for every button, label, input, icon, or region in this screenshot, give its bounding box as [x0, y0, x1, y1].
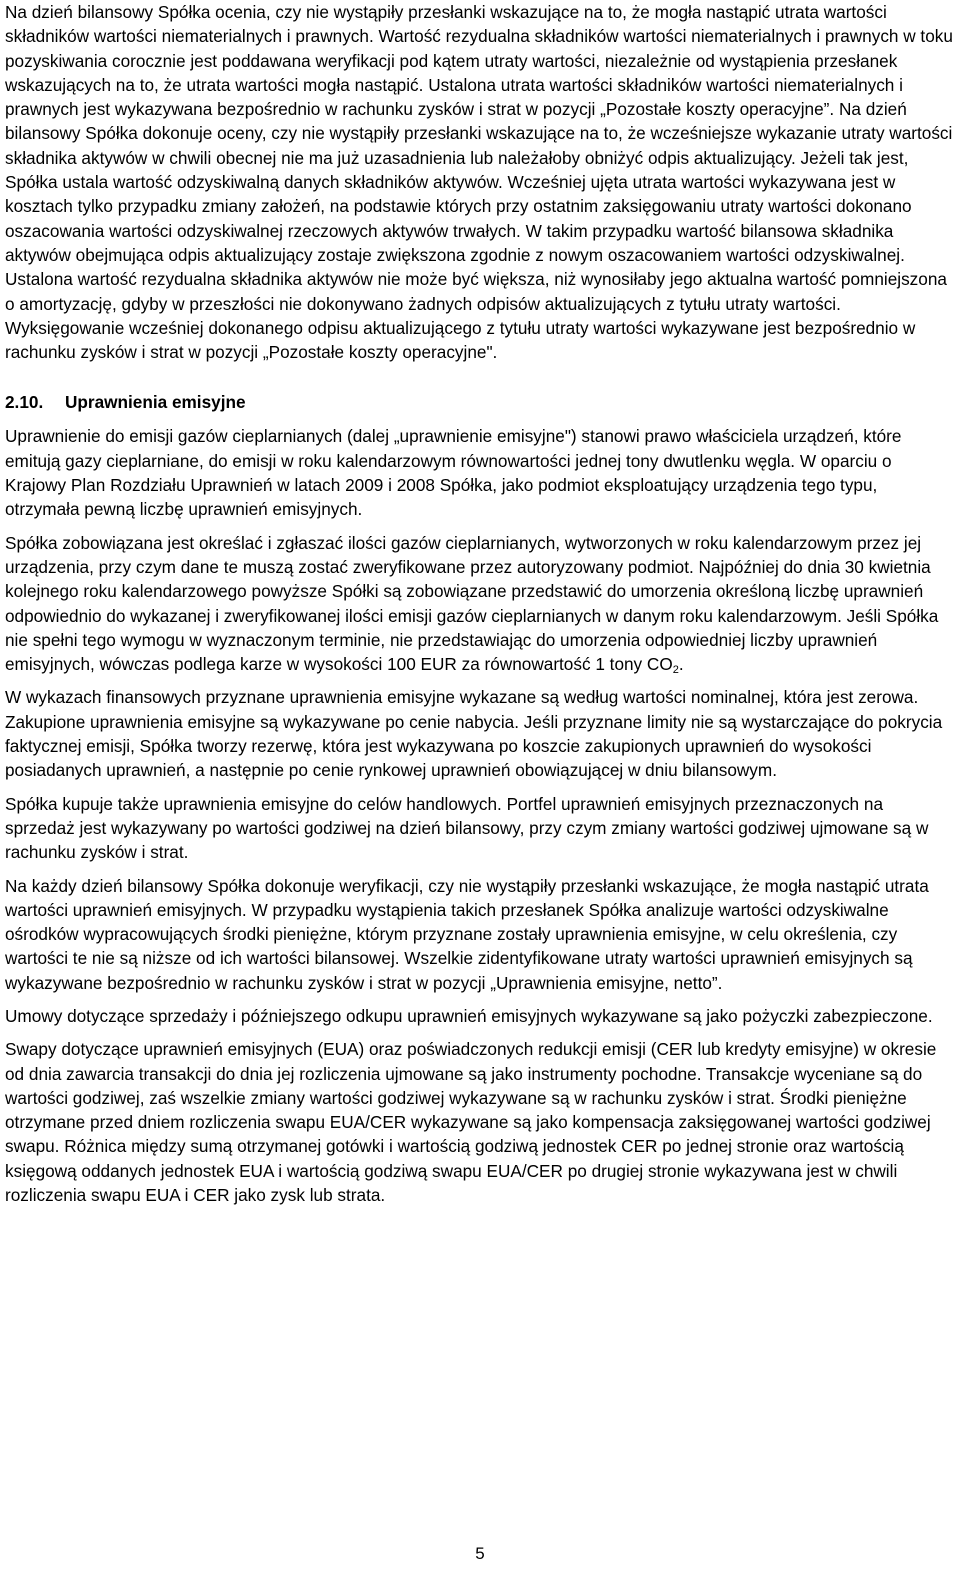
paragraph-emission-obligations-end: .: [678, 654, 684, 675]
page-number: 5: [475, 1544, 485, 1563]
paragraph-repo-agreements: Umowy dotyczące sprzedaży i późniejszego odkupu uprawnień emisyjnych wykazywane są jako pożyczki zabezpieczone.: [5, 1005, 933, 1026]
co2-subscript: 2: [672, 664, 679, 677]
document-body: [5, 0, 955, 1207]
paragraph-emission-obligations: [5, 531, 955, 677]
paragraph-emission-obligations-text: Spółka zobowiązana jest określać i zgłaszać ilości gazów cieplarnianych, wytworzonych w roku kalendarzowym przez jej urządzenia, przy czym dane te muszą zostać zweryfikowane przez autoryzowany podmiot. Najpóźniej do dnia 30 kwietnia kolejnego roku kalendarzowego powyższe Spółki są zobowiązane przedstawić do umorzenia określoną liczbę uprawnień odpowiednio do wykazanej i zweryfikowanej ilości emisji gazów cieplarnianych w danym roku kalendarzowym. Jeśli Spółka nie spełni tego wymogu w wyznaczonym terminie, nie przedstawiając do umorzenia odpowiedniej liczby uprawnień emisyjnych, wówczas podlega karze w wysokości 100 EUR za równowartość 1 tony CO: [5, 532, 939, 675]
paragraph-impairment-intangibles: Na dzień bilansowy Spółka ocenia, czy nie wystąpiły przesłanki wskazujące na to, że mogła nastąpić utrata wartości składników wartości niematerialnych i prawnych. Wartość rezydualna składników wartości niematerialnych i prawnych w toku pozyskiwania corocznie jest poddawana weryfikacji pod kątem utraty wartości, niezależnie od wystąpienia przesłanek wskazujących na to, że utrata wartości mogła nastąpić. Ustalona utrata wartości składników wartości niematerialnych i prawnych jest wykazywana bezpośrednio w rachunku zysków i strat w pozycji „Pozostałe koszty operacyjne”. Na dzień bilansowy Spółka dokonuje oceny, czy nie wystąpiły przesłanki wskazujące na to, że wcześniejsze wykazanie utraty wartości składnika aktywów w chwili obecnej nie ma już uzasadnienia lub należałoby obniżyć odpis aktualizujący. Jeżeli tak jest, Spółka ustala wartość odzyskiwalną danych składników aktywów. Wcześniej ujęta utrata wartości wykazywana jest w kosztach tylko przypadku zmiany założeń, na podstawie których przy ostatnim zaksięgowaniu utraty wartości dokonano oszacowania wartości odzyskiwalnej rzeczowych aktywów trwałych. W takim przypadku wartość bilansowa składnika aktywów obejmująca odpis aktualizujący zostaje zwiększona zgodnie z nowym oszacowaniem wartości odzyskiwalnej. Ustalona wartość rezydualna składnika aktywów nie może być większa, niż wynosiłaby jego aktualna wartość pomniejszona o amortyzację, gdyby w przeszłości nie dokonywano żadnych odpisów aktualizujących z tytułu utraty wartości. Wyksięgowanie wcześniej dokonanego odpisu aktualizującego z tytułu utraty wartości wykazywane jest bezpośrednio w rachunku zysków i strat w pozycji „Pozostałe koszty operacyjne".: [5, 2, 953, 363]
section-heading: [5, 390, 955, 414]
section-title: Uprawnienia emisyjne: [65, 392, 246, 413]
paragraph-emission-definition: Uprawnienie do emisji gazów cieplarnianych (dalej „uprawnienie emisyjne") stanowi prawo właściciela urządzeń, które emitują gazy cieplarniane, do emisji w roku kalendarzowym równowartości jednej tony dwutlenku węgla. W oparciu o Krajowy Plan Rozdziału Uprawnień w latach 2009 i 2008 Spółka, jako podmiot eksploatujący urządzenia tego typu, otrzymała pewną liczbę uprawnień emisyjnych.: [5, 426, 902, 520]
paragraph-impairment-emission: Na każdy dzień bilansowy Spółka dokonuje weryfikacji, czy nie wystąpiły przesłanki wskazujące, że mogła nastąpić utrata wartości uprawnień emisyjnych. W przypadku wystąpienia takich przesłanek Spółka analizuje wartości odzyskiwalne ośrodków wypracowujących środki pieniężne, którym przyznane zostały uprawnienia emisyjne, w celu określenia, czy wartości te nie są niższe od ich wartości bilansowej. Wszelkie zidentyfikowane utraty wartości uprawnień emisyjnych są wykazywane bezpośrednio w rachunku zysków i strat w pozycji „Uprawnienia emisyjne, netto”.: [5, 875, 929, 993]
section-number: 2.10.: [5, 392, 44, 413]
paragraph-nominal-value: W wykazach finansowych przyznane uprawnienia emisyjne wykazane są według wartości nominalnej, która jest zerowa. Zakupione uprawnienia emisyjne są wykazywane po cenie nabycia. Jeśli przyznane limity nie są wystarczające do pokrycia faktycznej emisji, Spółka tworzy rezerwę, która jest wykazywana po koszcie zakupionych uprawnień do wysokości posiadanych uprawnień, a następnie po cenie rynkowej uprawnień obowiązującej w dniu bilansowym.: [5, 687, 943, 781]
paragraph-trading-purposes: Spółka kupuje także uprawnienia emisyjne do celów handlowych. Portfel uprawnień emisyjnych przeznaczonych na sprzedaż jest wykazywany po wartości godziwej na dzień bilansowy, przy czym zmiany wartości godziwej ujmowane są w rachunku zysków i strat.: [5, 793, 929, 863]
paragraph-swaps: Swapy dotyczące uprawnień emisyjnych (EUA) oraz poświadczonych redukcji emisji (CER lub kredyty emisyjne) w okresie od dnia zawarcia transakcji do dnia jej rozliczenia ujmowane są jako instrumenty pochodne. Transakcje wyceniane są do wartości godziwej, zaś wszelkie zmiany wartości godziwej wykazywane są w rachunku zysków i strat. Środki pieniężne otrzymane przed dniem rozliczenia swapu EUA/CER wykazywane są jako kompensacja zaksięgowanej wartości godziwej swapu. Różnica między sumą otrzymanej gotówki i wartością godziwą jednostek CER po jednej stronie oraz wartością księgową oddanych jednostek EUA i wartością godziwą swapu EUA/CER po drugiej stronie wykazywana jest w chwili rozliczenia swapu EUA i CER jako zysk lub strata.: [5, 1039, 937, 1206]
